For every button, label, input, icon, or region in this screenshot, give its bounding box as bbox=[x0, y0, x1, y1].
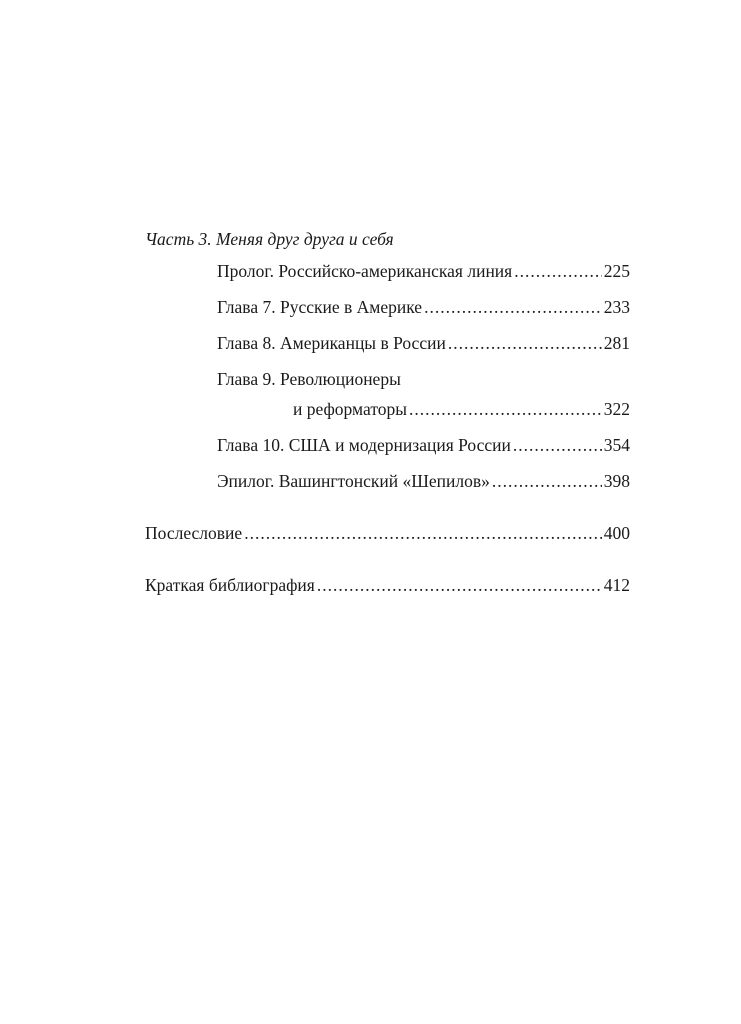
dot-leader bbox=[514, 260, 602, 282]
part-heading: Часть 3. Меняя друг друга и себя bbox=[145, 229, 394, 249]
toc-entry-page: 400 bbox=[603, 523, 630, 543]
toc-entry-chapter-7 bbox=[217, 296, 630, 318]
toc-entry-title: Эпилог. Вашингтонский «Шепилов» bbox=[217, 471, 490, 491]
dot-leader bbox=[409, 398, 602, 420]
toc-entry-page: 398 bbox=[603, 471, 630, 491]
toc-entry-page: 322 bbox=[603, 399, 630, 419]
toc-entry-title: Глава 7. Русские в Америке bbox=[217, 297, 423, 317]
dot-leader bbox=[244, 522, 602, 544]
dot-leader bbox=[492, 470, 602, 492]
toc-entry-title: Краткая библиография bbox=[145, 575, 315, 595]
dot-leader bbox=[513, 434, 602, 456]
toc-entry-chapter-9-line2 bbox=[293, 398, 630, 420]
table-of-contents bbox=[145, 228, 630, 596]
toc-entry-title: Глава 8. Американцы в России bbox=[217, 333, 446, 353]
toc-entry-bibliography bbox=[145, 574, 630, 596]
toc-entry-chapter-9 bbox=[217, 368, 630, 420]
toc-entry-title-line1: Глава 9. Революционеры bbox=[217, 369, 401, 389]
toc-entry-page: 233 bbox=[603, 297, 630, 317]
toc-entry-page: 412 bbox=[603, 575, 630, 595]
toc-entry-epilogue bbox=[217, 470, 630, 492]
toc-entry-title: Глава 10. США и модернизация России bbox=[217, 435, 511, 455]
toc-entry-title: Пролог. Российско-американская линия bbox=[217, 261, 513, 281]
toc-entry-afterword bbox=[145, 522, 630, 544]
dot-leader bbox=[317, 574, 602, 596]
dot-leader bbox=[448, 332, 602, 354]
toc-entry-chapter-8 bbox=[217, 332, 630, 354]
dot-leader bbox=[424, 296, 602, 318]
toc-entry-chapter-10 bbox=[217, 434, 630, 456]
toc-entry-page: 354 bbox=[603, 435, 630, 455]
toc-entry-title: Послесловие bbox=[145, 523, 243, 543]
toc-entry-prologue bbox=[217, 260, 630, 282]
toc-entry-page: 225 bbox=[603, 261, 630, 281]
toc-entry-page: 281 bbox=[603, 333, 630, 353]
toc-entry-title-line2: и реформаторы bbox=[293, 399, 407, 419]
